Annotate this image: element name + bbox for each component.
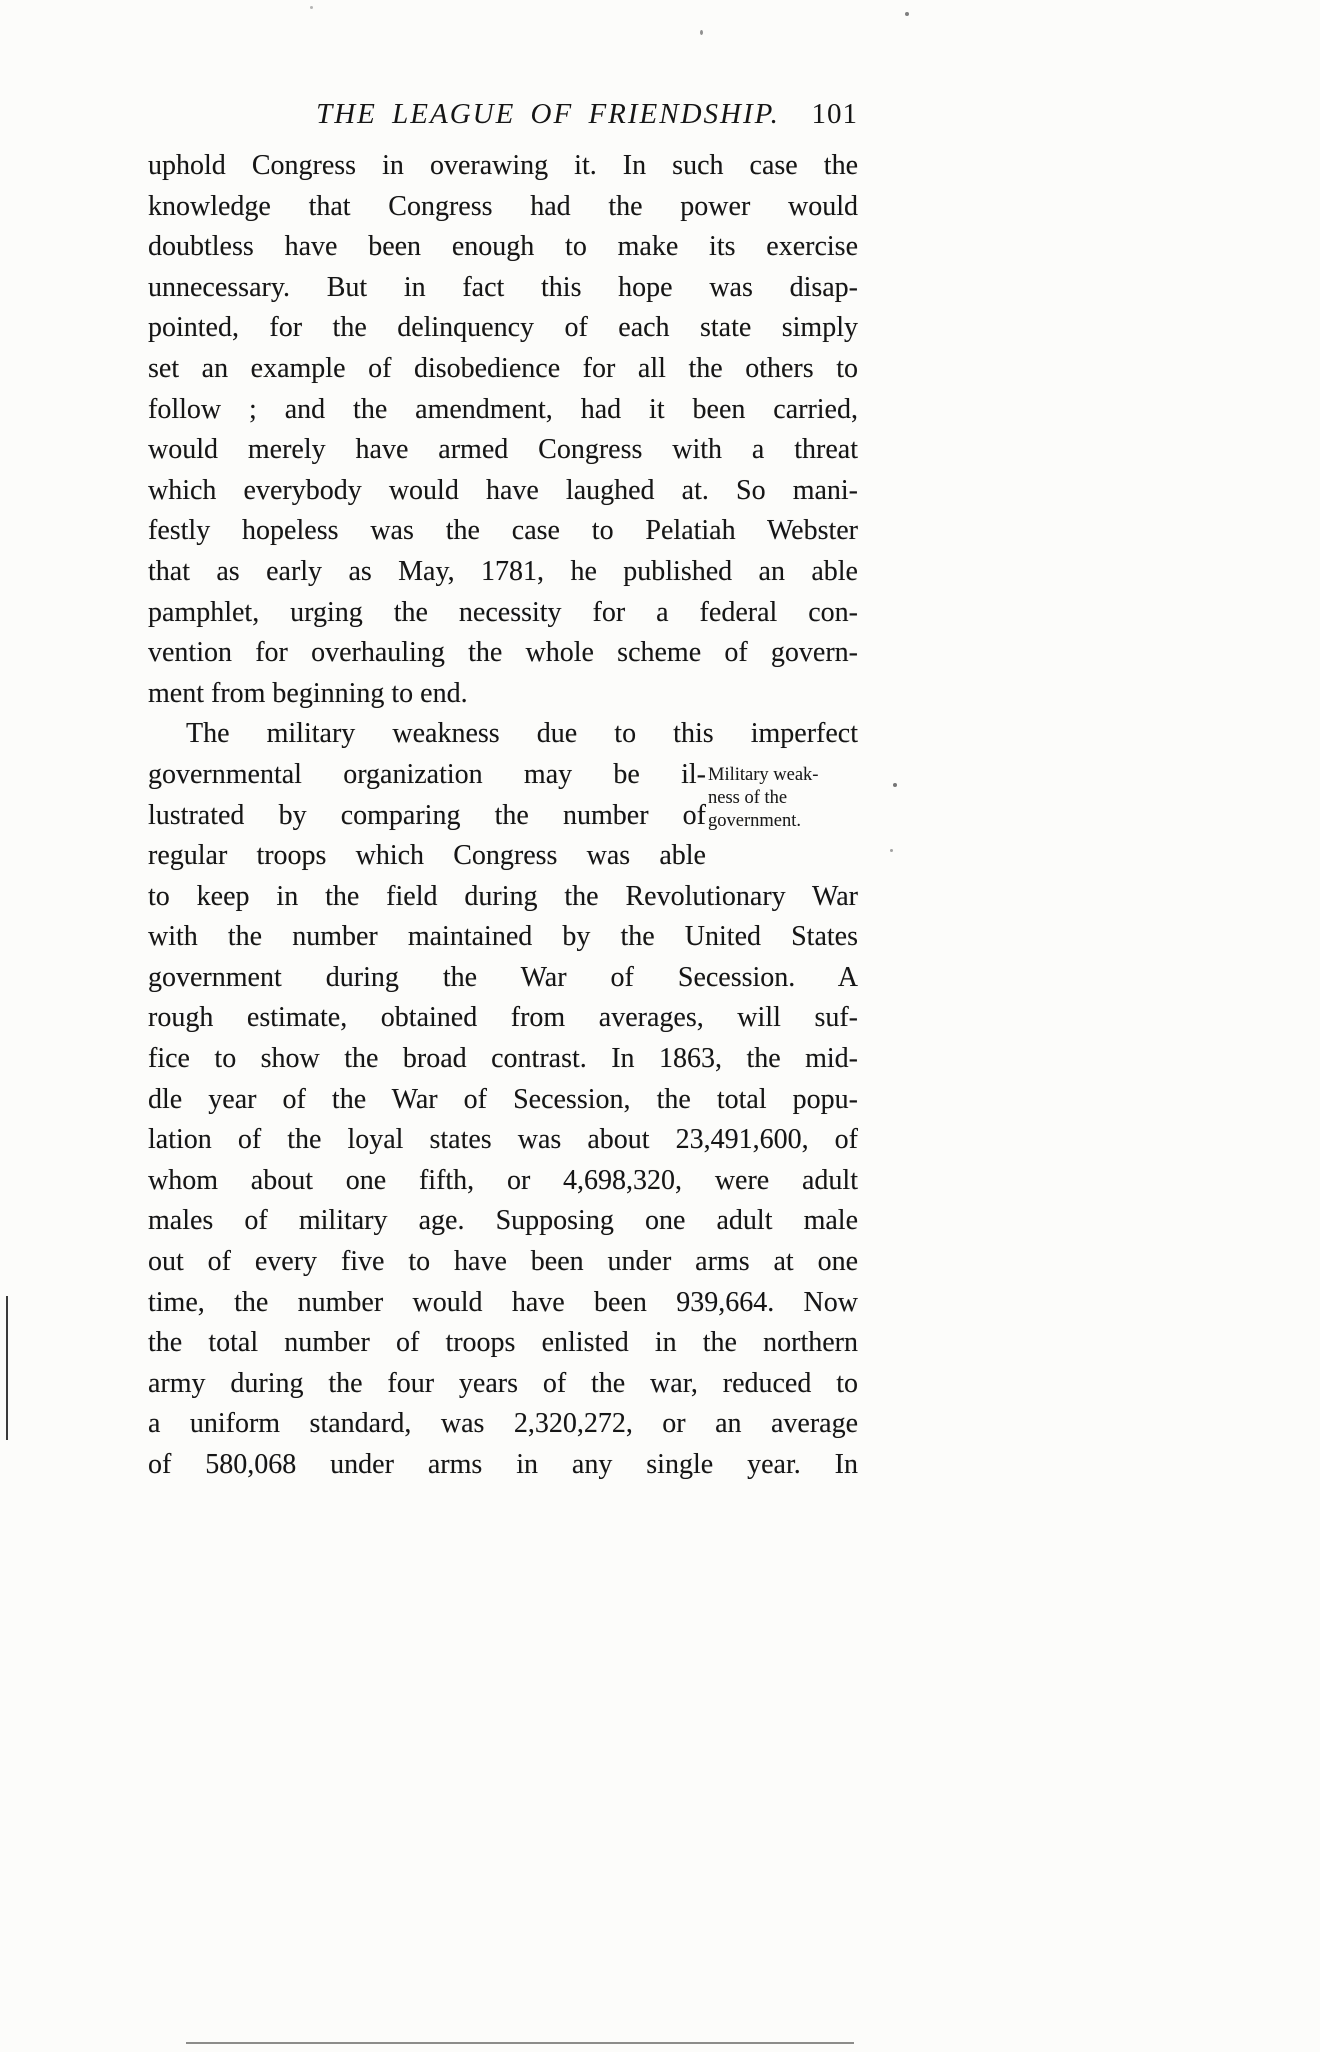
text-line: which everybody would have laughed at. So mani- — [148, 474, 858, 506]
margin-note — [708, 764, 858, 833]
text-line: rough estimate, obtained from averages, will suf- — [148, 1002, 858, 1034]
text-line: lustrated by comparing the number of — [148, 799, 706, 831]
text-line: to keep in the field during the Revolutionary War — [148, 880, 858, 912]
scan-speck — [905, 12, 909, 16]
paragraph-2 — [148, 714, 858, 1485]
text-column — [148, 98, 858, 1486]
text-line: of 580,068 under arms in any single year. In — [148, 1449, 858, 1480]
paragraph-1 — [148, 146, 858, 714]
text-line: ment from beginning to end. — [148, 677, 468, 709]
text-line: with the number maintained by the United States — [148, 921, 858, 953]
text-line: out of every five to have been under arms at one — [148, 1246, 858, 1278]
text-line: time, the number would have been 939,664. Now — [148, 1286, 858, 1318]
running-header — [148, 98, 858, 142]
text-line: doubtless have been enough to make its exercise — [148, 231, 858, 263]
scan-speck — [310, 6, 313, 9]
scan-speck — [893, 783, 897, 787]
chapter-title: THE LEAGUE OF FRIENDSHIP. — [316, 98, 780, 130]
text-line: pamphlet, urging the necessity for a federal con- — [148, 596, 858, 628]
text-line: follow ; and the amendment, had it been carried, — [148, 393, 858, 425]
scan-artifact-bottom-line — [186, 2042, 854, 2044]
scan-speck — [700, 30, 703, 35]
text-line: vention for overhauling the whole scheme of govern- — [148, 637, 858, 669]
text-line: government. — [708, 811, 801, 832]
text-line: would merely have armed Congress with a threat — [148, 434, 858, 466]
scan-speck — [890, 849, 893, 852]
text-line: the total number of troops enlisted in the northern — [148, 1327, 858, 1359]
text-line: males of military age. Supposing one adult male — [148, 1205, 858, 1237]
text-line: fice to show the broad contrast. In 1863, the mid- — [148, 1043, 858, 1075]
text-line: set an example of disobedience for all the others to — [148, 352, 858, 384]
paragraph-2-opening-line — [148, 714, 858, 755]
text-line: festly hopeless was the case to Pelatiah Webster — [148, 515, 858, 547]
paragraph-2-continuation — [148, 877, 858, 1486]
text-line: pointed, for the delinquency of each state simply — [148, 312, 858, 344]
text-line: unnecessary. But in fact this hope was disap- — [148, 271, 858, 303]
text-line: a uniform standard, was 2,320,272, or an average — [148, 1408, 858, 1440]
text-line: knowledge that Congress had the power would — [148, 190, 858, 222]
text-line: army during the four years of the war, reduced to — [148, 1367, 858, 1399]
text-line: regular troops which Congress was able — [148, 840, 706, 872]
text-line: government during the War of Secession. A — [148, 961, 858, 993]
text-line: governmental organization may be il- — [148, 758, 706, 790]
text-line: whom about one fifth, or 4,698,320, were adult — [148, 1164, 858, 1196]
text-line: that as early as May, 1781, he published an able — [148, 555, 858, 587]
text-line: ness of the — [708, 788, 788, 809]
text-line: The military weakness due to this imperfect — [186, 718, 858, 750]
text-line: dle year of the War of Secession, the total popu- — [148, 1083, 858, 1115]
page-number: 101 — [811, 98, 858, 130]
scan-artifact-vertical-line — [6, 1296, 8, 1440]
text-line: lation of the loyal states was about 23,491,600, of — [148, 1124, 858, 1156]
text-line: Military weak- — [708, 765, 819, 786]
text-line: uphold Congress in overawing it. In such case the — [148, 150, 858, 181]
